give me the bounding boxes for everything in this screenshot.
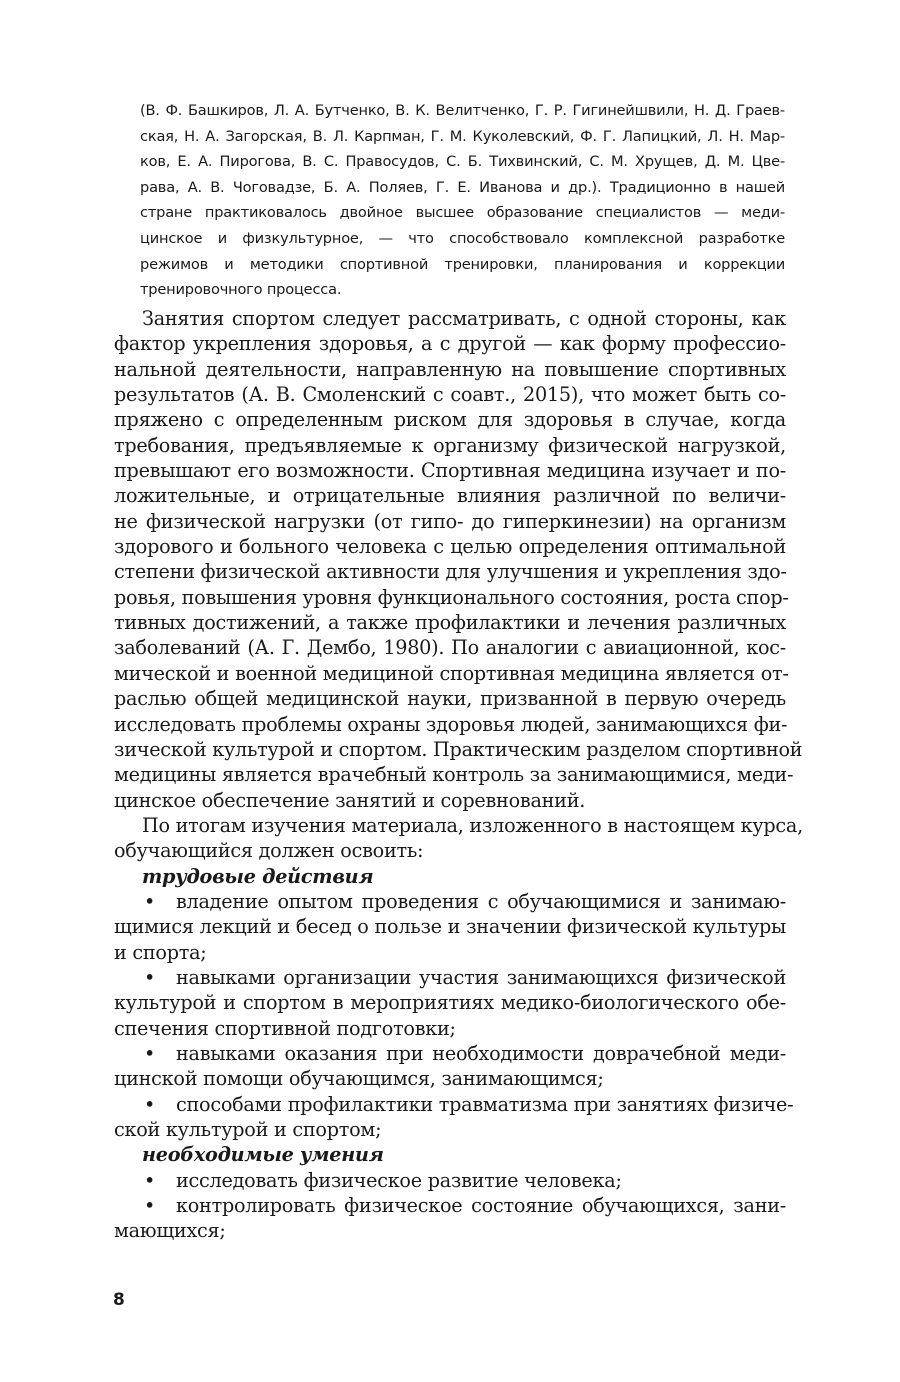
list-item [114,965,786,1041]
text-line: фактор укрепления здоровья, а с другой — как форму профессио- [114,332,786,356]
list-item [114,1092,794,1143]
text-line: превышают его возможности. Спортивная медицина изучает и по- [114,459,786,483]
list-item [114,1168,786,1193]
text-line: тивных достижений, а также профилактики и лечения различных [114,611,786,635]
bullet-list-required-skills [114,1168,786,1244]
list-item [114,889,786,965]
text-line: требования, предъявляемые к организму физической нагрузкой, [114,433,786,457]
text-line: ложительные, и отрицательные влияния различной по величи- [114,484,786,508]
text-line: результатов (А. В. Смоленский с соавт., 2015), что может быть со- [114,383,786,407]
text-line: зической культурой и спортом. Практическим разделом спортивной [114,737,803,761]
paragraph-sports-medicine [114,306,803,813]
text-line: исследовать физическое развитие человека; [176,1168,622,1192]
text-line: владение опытом проведения с обучающимися и занимаю- [176,889,786,913]
text-line: медицины является врачебный контроль за занимающимися, меди- [114,763,794,787]
text-line: ской культурой и спортом; [114,1118,382,1141]
section-heading-required-skills: необходимые умения [142,1143,384,1167]
text-line: цинское обеспечение занятий и соревнований. [114,788,586,812]
text-line: культурой и спортом в мероприятиях медико-биологического обе- [114,991,786,1015]
text-line: здорового и больного человека с целью определения оптимальной [114,535,786,559]
text-line: способами профилактики травматизма при занятиях физиче- [176,1092,794,1116]
intro-line: ков, Е. А. Пирогова, В. С. Правосудов, С. Б. Тихвинский, С. М. Хрущев, Д. М. Цве- [140,153,785,171]
text-line: цинской помощи обучающимся, занимающимся; [114,1067,604,1091]
text-line: исследовать проблемы охраны здоровья людей, занимающихся фи- [114,712,788,736]
text-line: степени физической активности для улучшения и укрепления здо- [114,560,787,584]
bullet-icon: • [144,965,156,989]
text-line: нальной деятельности, направленную на повышение спортивных [114,357,786,381]
intro-line: тренировочного процесса. [140,281,342,299]
text-line: раслью общей медицинской науки, призванной в первую очередь [114,687,786,711]
page-number: 8 [113,1290,125,1310]
paragraph-learning-outcomes [114,813,803,864]
section-heading-labor-actions: трудовые действия [142,864,374,888]
bullet-icon: • [144,1168,156,1192]
text-line: и спорта; [114,940,207,964]
text-line: обучающийся должен освоить: [114,839,424,863]
intro-line: цинское и физкультурное, — что способствовало комплексной разработке [140,229,785,247]
text-line: мающихся; [114,1219,226,1243]
intro-line: (В. Ф. Башкиров, Л. А. Бутченко, В. К. Велитченко, Г. Р. Гигинейшвили, Н. Д. Граев- [140,102,785,119]
text-line: контролировать физическое состояние обучающихся, зани- [176,1194,786,1218]
main-text [114,306,803,1244]
intro-line: режимов и методики спортивной тренировки, планирования и коррекции [140,255,785,273]
text-line: заболеваний (А. Г. Дембо, 1980). По аналогии с авиационной, кос- [114,636,786,660]
intro-line: ская, Н. А. Загорская, В. Л. Карпман, Г. М. Куколевский, Ф. Г. Лапицкий, Л. Н. Мар- [140,127,785,145]
intro-line: стране практиковалось двойное высшее образование специалистов — меди- [140,204,785,222]
text-line: спечения спортивной подготовки; [114,1016,456,1040]
text-line: не физической нагрузки (от гипо- до гиперкинезии) на организм [114,509,786,533]
text-line: По итогам изучения материала, изложенного в настоящем курса, [142,813,803,837]
bullet-icon: • [144,1041,156,1065]
text-line: щимися лекций и бесед о пользе и значении физической культуры [114,915,786,939]
bullet-icon: • [144,1194,156,1218]
intro-paragraph [140,98,785,303]
bullet-list-labor-actions [114,889,794,1142]
text-line: навыками организации участия занимающихся физической [176,965,786,989]
list-item [114,1193,786,1244]
text-line: навыками оказания при необходимости доврачебной меди- [176,1041,786,1065]
bullet-icon: • [144,1092,156,1116]
text-line: мической и военной медициной спортивная медицина является от- [114,661,789,685]
bullet-icon: • [144,889,156,913]
text-line: Занятия спортом следует рассматривать, с одной стороны, как [142,307,786,330]
text-line: пряжено с определенным риском для здоровья в случае, когда [114,408,786,432]
list-item [114,1041,786,1092]
text-line: ровья, повышения уровня функционального состояния, роста спор- [114,585,789,609]
intro-line: рава, А. В. Чоговадзе, Б. А. Поляев, Г. Е. Иванова и др.). Традиционно в нашей [140,178,785,196]
